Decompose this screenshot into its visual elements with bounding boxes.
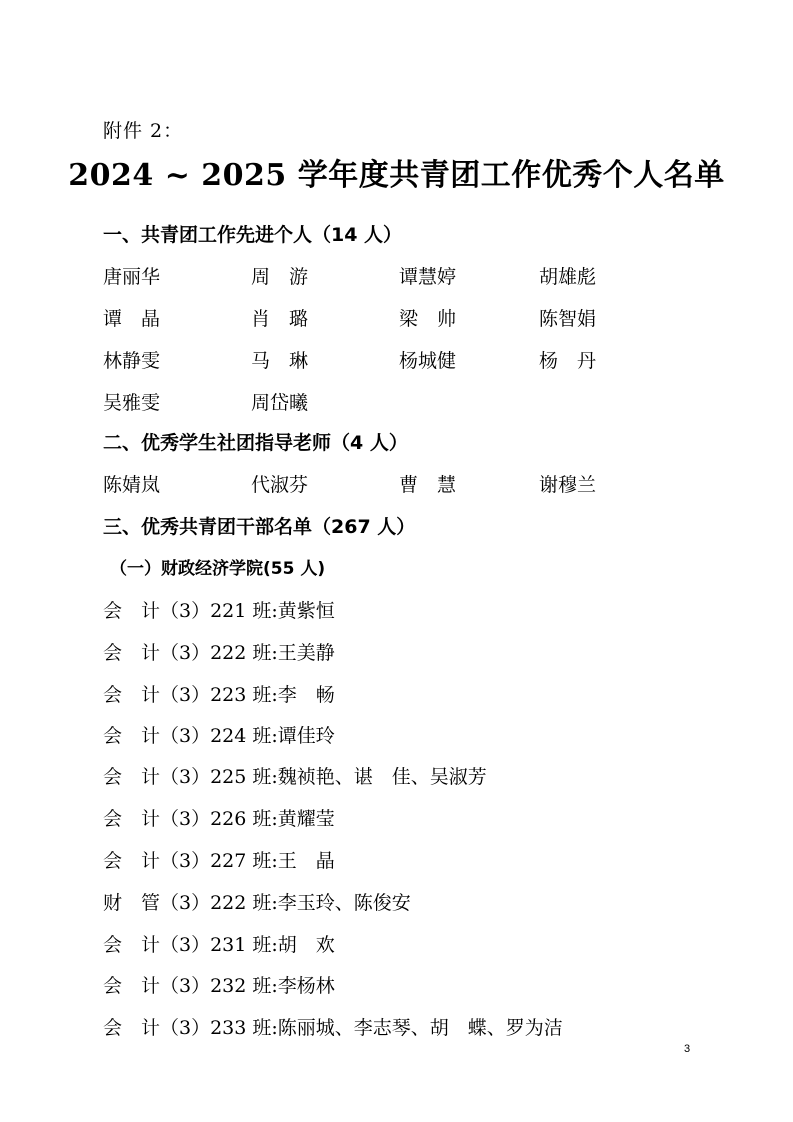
name-row [103, 262, 703, 288]
person-name: 周岱曦 [251, 392, 309, 414]
class-row: 会 计（3）231 班:胡 欢 [103, 934, 335, 956]
person-name: 谭慧婷 [399, 266, 457, 288]
name-row [103, 346, 703, 372]
person-name: 唐丽华 [103, 266, 161, 288]
subsection-heading-finance-college: （一）财政经济学院(55 人) [110, 559, 326, 579]
class-row: 会 计（3）222 班:王美静 [103, 642, 335, 664]
person-name: 代淑芬 [251, 474, 309, 496]
section-heading-club-advisors: 二、优秀学生社团指导老师（4 人） [103, 432, 408, 454]
class-row: 会 计（3）221 班:黄紫恒 [103, 600, 335, 622]
page-number: 3 [684, 1043, 691, 1055]
class-row: 会 计（3）225 班:魏祯艳、谌 佳、吴淑芳 [103, 766, 487, 788]
person-name: 梁 帅 [399, 308, 457, 330]
person-name: 吴雅雯 [103, 392, 161, 414]
person-name: 谢穆兰 [539, 474, 597, 496]
person-name: 曹 慧 [399, 474, 457, 496]
attachment-label: 附件 2： [103, 120, 184, 142]
class-row: 会 计（3）227 班:王 晶 [103, 850, 335, 872]
name-row [103, 388, 703, 414]
class-row: 会 计（3）232 班:李杨林 [103, 975, 335, 997]
section-heading-league-cadres: 三、优秀共青团干部名单（267 人） [103, 516, 416, 538]
person-name: 杨 丹 [539, 350, 597, 372]
name-row [103, 470, 703, 496]
person-name: 胡雄彪 [539, 266, 597, 288]
class-row: 会 计（3）233 班:陈丽城、李志琴、胡 蝶、罗为洁 [103, 1017, 563, 1039]
class-row: 会 计（3）223 班:李 畅 [103, 684, 335, 706]
person-name: 林静雯 [103, 350, 161, 372]
class-row: 财 管（3）222 班:李玉玲、陈俊安 [103, 892, 411, 914]
person-name: 马 琳 [251, 350, 309, 372]
document-title: 2024 ~ 2025 学年度共青团工作优秀个人名单 [68, 158, 725, 193]
class-row: 会 计（3）226 班:黄耀莹 [103, 808, 335, 830]
person-name: 陈智娟 [539, 308, 597, 330]
section-heading-advanced-individuals: 一、共青团工作先进个人（14 人） [103, 224, 403, 246]
person-name: 周 游 [251, 266, 309, 288]
person-name: 陈婧岚 [103, 474, 161, 496]
person-name: 杨城健 [399, 350, 457, 372]
class-row: 会 计（3）224 班:谭佳玲 [103, 725, 335, 747]
person-name: 谭 晶 [103, 308, 161, 330]
name-row [103, 304, 703, 330]
person-name: 肖 璐 [251, 308, 309, 330]
